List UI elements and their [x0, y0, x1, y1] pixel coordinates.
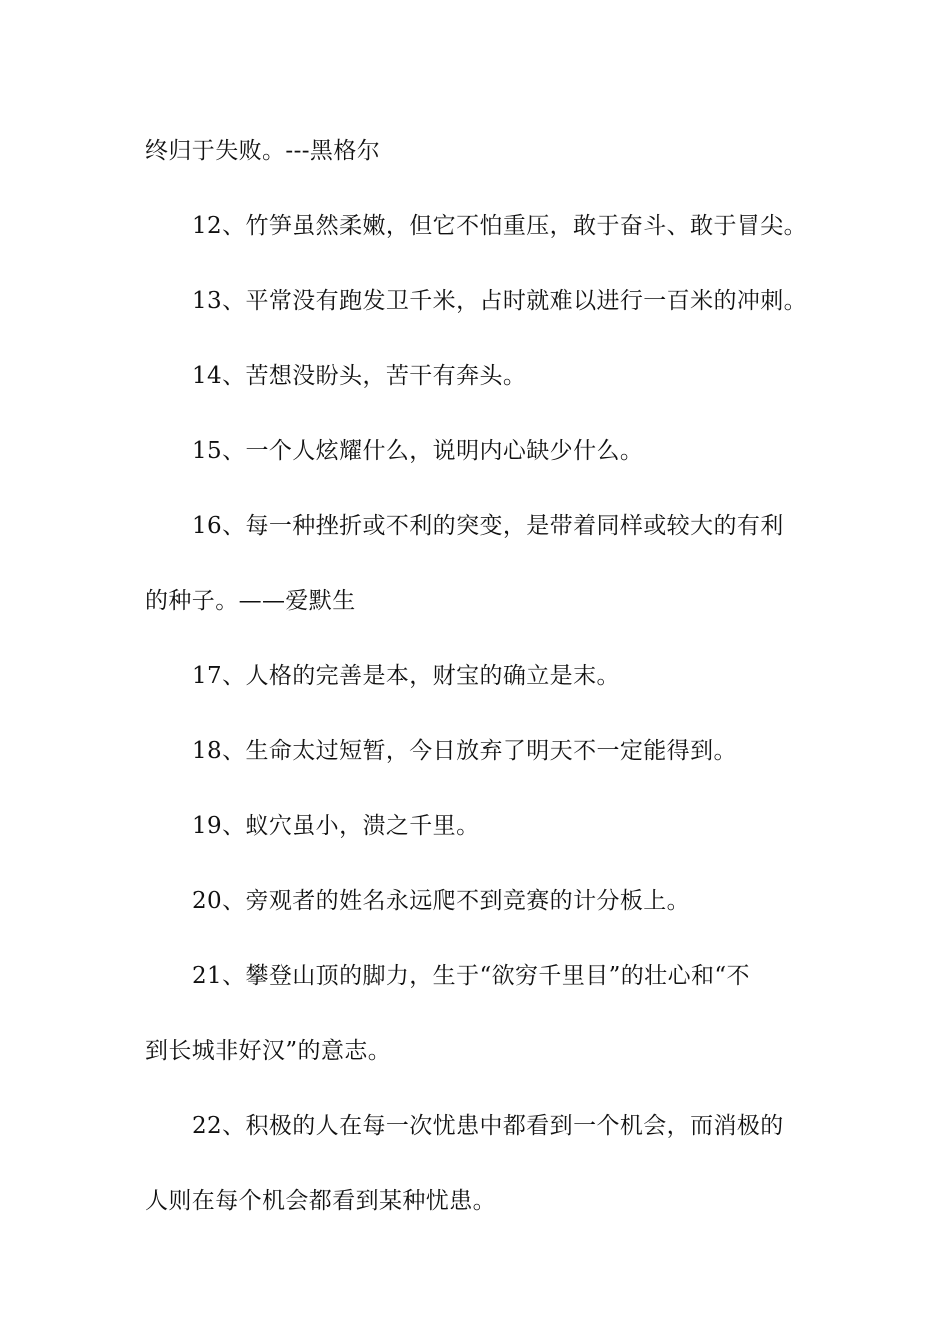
- text-line-continuation-21: 到长城非好汉”的意志。: [145, 1038, 392, 1064]
- quote-item-13: 13、平常没有跑发卫千米，占时就难以进行一百米的冲刺。: [192, 288, 808, 314]
- quote-item-22: 22、积极的人在每一次忧患中都看到一个机会，而消极的: [192, 1113, 784, 1139]
- quote-item-18: 18、生命太过短暂，今日放弃了明天不一定能得到。: [192, 738, 737, 764]
- quote-item-14: 14、苦想没盼头，苦干有奔头。: [192, 363, 527, 389]
- quote-item-12: 12、竹笋虽然柔嫩，但它不怕重压，敢于奋斗、敢于冒尖。: [192, 213, 808, 239]
- text-line-continuation-11: 终归于失败。---黑格尔: [145, 138, 381, 164]
- text-line-continuation-22: 人则在每个机会都看到某种忧患。: [145, 1188, 496, 1214]
- text-line-continuation-16: 的种子。——爱默生: [145, 588, 356, 614]
- quote-item-17: 17、人格的完善是本，财宝的确立是末。: [192, 663, 620, 689]
- quote-item-15: 15、一个人炫耀什么，说明内心缺少什么。: [192, 438, 644, 464]
- quote-item-16: 16、每一种挫折或不利的突变，是带着同样或较大的有利: [192, 513, 784, 539]
- quote-item-21: 21、攀登山顶的脚力，生于“欲穷千里目”的壮心和“不: [192, 963, 750, 989]
- quote-item-20: 20、旁观者的姓名永远爬不到竞赛的计分板上。: [192, 888, 691, 914]
- quote-item-19: 19、蚁穴虽小，溃之千里。: [192, 813, 480, 839]
